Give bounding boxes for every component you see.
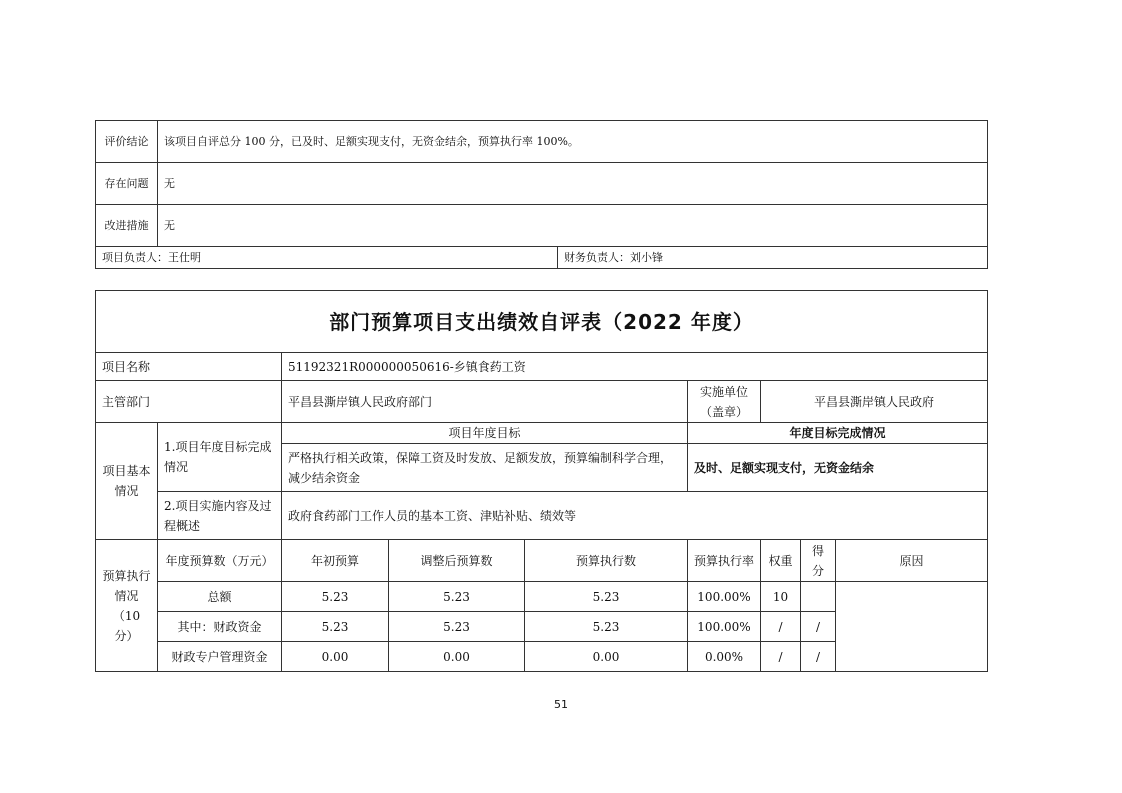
goal-label: 1.项目年度目标完成情况	[158, 423, 282, 492]
row-score	[801, 582, 836, 612]
row-score: /	[801, 612, 836, 642]
project-name: 51192321R000000050616-乡镇食药工资	[282, 353, 988, 381]
basic-label: 项目基本情况	[96, 423, 158, 540]
performance-form	[95, 290, 988, 672]
budget-header: 得分	[801, 540, 836, 582]
row-initial: 5.23	[282, 612, 389, 642]
finance-lead: 财务负责人：刘小锋	[558, 247, 988, 269]
evaluation-table	[95, 120, 988, 269]
row-name: 其中：财政资金	[158, 612, 282, 642]
reason-cell	[836, 582, 988, 672]
row-score: /	[801, 642, 836, 672]
page-number: 51	[554, 698, 568, 711]
measures-text: 无	[158, 205, 988, 247]
content-label: 2.项目实施内容及过程概述	[158, 492, 282, 540]
project-lead: 项目负责人：王仕明	[96, 247, 558, 269]
budget-header: 预算执行数	[525, 540, 688, 582]
row-rate: 100.00%	[688, 612, 761, 642]
budget-header: 权重	[761, 540, 801, 582]
dept: 平昌县澌岸镇人民政府部门	[282, 381, 688, 423]
row-executed: 5.23	[525, 612, 688, 642]
content-text: 政府食药部门工作人员的基本工资、津贴补贴、绩效等	[282, 492, 988, 540]
row-initial: 5.23	[282, 582, 389, 612]
conclusion-label: 评价结论	[96, 121, 158, 163]
row-weight: /	[761, 612, 801, 642]
row-weight: 10	[761, 582, 801, 612]
form-title: 部门预算项目支出绩效自评表（2022 年度）	[96, 291, 988, 353]
row-rate: 0.00%	[688, 642, 761, 672]
problems-label: 存在问题	[96, 163, 158, 205]
project-name-label: 项目名称	[96, 353, 282, 381]
conclusion-text: 该项目自评总分 100 分，已及时、足额实现支付，无资金结余，预算执行率 100%。	[158, 121, 988, 163]
budget-header: 预算执行率	[688, 540, 761, 582]
goal-text: 严格执行相关政策，保障工资及时发放、足额发放，预算编制科学合理，减少结余资金	[282, 444, 688, 492]
impl-unit: 平昌县澌岸镇人民政府	[761, 381, 988, 423]
completion-header: 年度目标完成情况	[688, 423, 988, 444]
budget-header: 原因	[836, 540, 988, 582]
row-executed: 5.23	[525, 582, 688, 612]
budget-header: 调整后预算数	[389, 540, 525, 582]
row-weight: /	[761, 642, 801, 672]
budget-header: 年初预算	[282, 540, 389, 582]
problems-text: 无	[158, 163, 988, 205]
row-adjusted: 5.23	[389, 582, 525, 612]
measures-label: 改进措施	[96, 205, 158, 247]
row-rate: 100.00%	[688, 582, 761, 612]
budget-header: 年度预算数（万元）	[158, 540, 282, 582]
row-name: 财政专户管理资金	[158, 642, 282, 672]
row-adjusted: 5.23	[389, 612, 525, 642]
dept-label: 主管部门	[96, 381, 282, 423]
row-executed: 0.00	[525, 642, 688, 672]
table-row	[96, 582, 988, 612]
row-initial: 0.00	[282, 642, 389, 672]
impl-unit-label: 实施单位（盖章）	[688, 381, 761, 423]
budget-label: 预算执行情况（10 分）	[96, 540, 158, 672]
completion-text: 及时、足额实现支付，无资金结余	[688, 444, 988, 492]
row-adjusted: 0.00	[389, 642, 525, 672]
row-name: 总额	[158, 582, 282, 612]
goal-header: 项目年度目标	[282, 423, 688, 444]
